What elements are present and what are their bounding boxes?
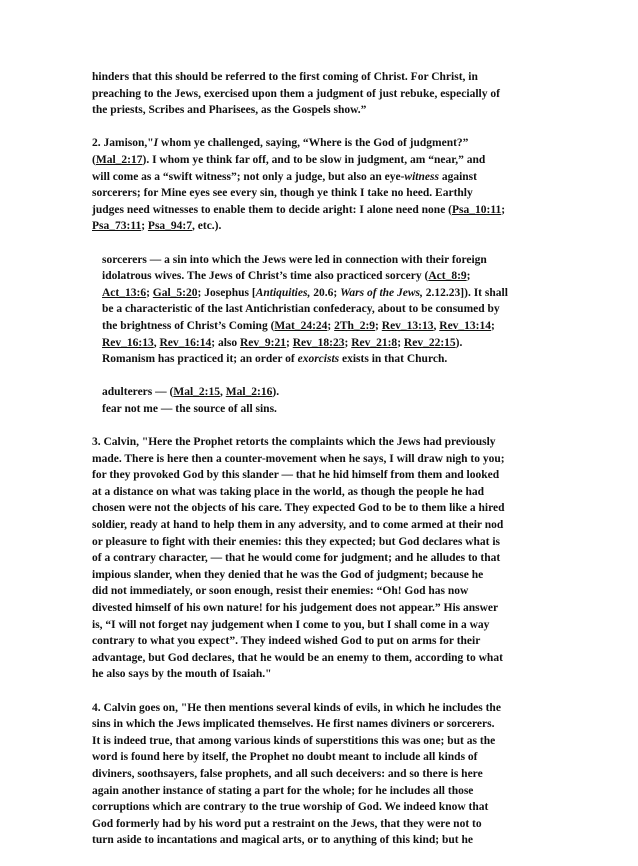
- text-span: ;: [344, 336, 352, 349]
- text-span: judges need witnesses to enable them to decide aright: I alone need none (: [92, 203, 452, 216]
- italic-text: witness: [404, 170, 439, 183]
- text-span: for they provoked God by this slander — that he hid himself from them and looked: [92, 469, 500, 482]
- text-line: [92, 484, 552, 501]
- text-line: [92, 318, 552, 335]
- text-line: [92, 351, 552, 368]
- text-span: sins in which the Jews implicated themselves. He first names diviners or sorcerers.: [92, 718, 495, 731]
- scripture-reference-link[interactable]: Mat_24:24: [274, 319, 328, 332]
- text-line: [92, 500, 552, 517]
- scripture-reference-link[interactable]: Rev_22:15: [403, 336, 456, 349]
- text-span: turn aside to incantations and magical arts, or to anything of this kind; but he: [92, 834, 473, 847]
- text-span: diviners, soothsayers, false prophets, and all such deceivers: and so there is here: [92, 767, 483, 780]
- text-span: sorcerers; for Mine eyes see every sin, though ye think I take no heed. Earthly: [92, 187, 473, 200]
- text-line: [92, 202, 552, 219]
- text-line: [92, 301, 552, 318]
- text-line: [92, 467, 552, 484]
- text-line: [92, 816, 552, 833]
- text-span: ;: [141, 220, 148, 233]
- italic-text: I: [153, 137, 159, 150]
- text-line: [92, 733, 552, 750]
- scripture-reference-link[interactable]: Rev_21:8: [351, 336, 398, 349]
- text-line: [92, 567, 552, 584]
- text-span: did not immediately, or soon enough, resist their enemies: “Oh! God has now: [92, 585, 469, 598]
- text-line: [92, 832, 552, 849]
- scripture-reference-link[interactable]: Rev_13:13: [381, 319, 434, 332]
- text-line: [92, 749, 552, 766]
- italic-text: Wars of the Jews,: [340, 286, 423, 299]
- paragraph-p2: [92, 252, 552, 368]
- paragraph-p4: [92, 401, 552, 418]
- scripture-reference-link[interactable]: Rev_9:21: [240, 336, 286, 349]
- text-span: Romanism has practiced it; an order of: [102, 353, 298, 366]
- text-span: ;: [286, 336, 293, 349]
- text-span: ).: [455, 336, 463, 349]
- text-line: [92, 633, 552, 650]
- text-span: sorcerers — a sin into which the Jews were led in connection with their foreign: [102, 253, 487, 266]
- text-span: 2.12.23]). It shall: [422, 286, 508, 299]
- paragraph-p6: [92, 700, 552, 849]
- text-span: chosen were not the objects of his care. They expected God to be to them like a hired: [92, 502, 505, 515]
- text-span: ,: [433, 319, 440, 332]
- text-span: (: [92, 153, 96, 166]
- text-span: ;: [466, 270, 471, 283]
- text-span: ;: [327, 319, 335, 332]
- scripture-reference-link[interactable]: Rev_16:14: [159, 336, 212, 349]
- text-span: whom ye challenged, saying, “Where is the God of judgment?”: [158, 137, 469, 150]
- scripture-reference-link[interactable]: Rev_16:13: [102, 336, 154, 349]
- text-line: [92, 384, 552, 401]
- text-line: [92, 650, 552, 667]
- italic-text: Antiquities,: [255, 286, 311, 299]
- text-span: adulterers — (: [102, 386, 174, 399]
- text-span: hinders that this should be referred to the first coming of Christ. For Christ, in: [92, 71, 478, 83]
- text-line: [92, 285, 552, 302]
- text-span: exists in that Church.: [339, 353, 448, 366]
- text-span: soldier, ready at hand to help them in any adversity, and to come armed at their nod: [92, 519, 504, 532]
- text-span: , etc.).: [192, 220, 222, 233]
- scripture-reference-link[interactable]: Rev_18:23: [292, 336, 345, 349]
- text-span: advantage, but God declares, that he would be an enemy to them, according to what: [92, 651, 503, 664]
- text-span: fear not me — the source of all sins.: [102, 402, 277, 415]
- text-line: [92, 252, 552, 269]
- text-span: impious slander, when they denied that he was the God of judgment; because he: [92, 568, 484, 581]
- text-line: [92, 451, 552, 468]
- text-span: contrary to what you expect”. They indeed wished God to put on arms for their: [92, 635, 481, 648]
- scripture-reference-link[interactable]: Psa_10:11: [452, 203, 502, 216]
- text-line: [92, 583, 552, 600]
- text-span: ;: [375, 319, 382, 332]
- text-span: will come as a “swift witness”; not only a judge, but also an eye-: [92, 170, 405, 183]
- text-span: again another instance of stating a part for the whole; for he includes all those: [92, 784, 474, 797]
- text-span: God formerly had by his word put a restraint on the Jews, that they were not to: [92, 817, 482, 830]
- text-span: ;: [491, 319, 495, 332]
- paragraph-p1: [92, 135, 552, 235]
- scripture-reference-link[interactable]: Act_13:6: [102, 286, 147, 299]
- document-page: [92, 69, 552, 866]
- text-line: [92, 550, 552, 567]
- scripture-reference-link[interactable]: Act_8:9: [428, 270, 467, 283]
- text-span: idolatrous wives. The Jews of Christ’s time also practiced sorcery (: [102, 270, 429, 283]
- text-span: 20.6;: [310, 286, 341, 299]
- text-span: 2. Jamison,": [92, 137, 154, 150]
- text-span: against: [438, 170, 477, 183]
- text-line: [92, 135, 552, 152]
- text-line: [92, 617, 552, 634]
- text-span: ; Josephus [: [197, 286, 256, 299]
- text-span: ;: [397, 336, 404, 349]
- text-line: [92, 716, 552, 733]
- scripture-reference-link[interactable]: Rev_13:14: [439, 319, 492, 332]
- text-line: [92, 401, 552, 418]
- text-line: [92, 335, 552, 352]
- text-span: made. There is here then a counter-movement when he says, I will draw nigh to you;: [92, 452, 505, 465]
- text-line: [92, 766, 552, 783]
- scripture-reference-link[interactable]: 2Th_2:9: [334, 319, 376, 332]
- text-line: [92, 434, 552, 451]
- text-line: [92, 218, 552, 235]
- text-line: [92, 799, 552, 816]
- text-span: 4. Calvin goes on, "He then mentions several kinds of evils, in which he includes the: [92, 701, 501, 714]
- text-line: [92, 69, 552, 86]
- text-span: ;: [501, 203, 506, 216]
- text-span: ).: [272, 386, 280, 399]
- text-span: the priests, Scribes and Pharisees, as the Gospels show.”: [92, 104, 367, 117]
- text-line: [92, 783, 552, 800]
- text-span: 3. Calvin, "Here the Prophet retorts the complaints which the Jews had previously: [92, 436, 496, 449]
- paragraph-p3: [92, 384, 552, 401]
- text-line: [92, 169, 552, 186]
- text-span: ). I whom ye think far off, and to be slow in judgment, am “near,” and: [142, 153, 486, 166]
- text-line: [92, 600, 552, 617]
- text-line: [92, 185, 552, 202]
- scripture-reference-link[interactable]: Gal_5:20: [152, 286, 198, 299]
- text-span: ,: [153, 336, 160, 349]
- text-span: divested himself of his own nature! for his judgement does not appear.” His answer: [92, 602, 499, 614]
- text-span: he also says by the mouth of Isaiah.": [92, 668, 272, 681]
- text-span: the brightness of Christ’s Coming (: [102, 319, 275, 332]
- text-span: word is found here by itself, the Prophet no doubt meant to include all kinds of: [92, 751, 478, 764]
- text-span: be a characteristic of the last Antichristian confederacy, about to be consumed by: [102, 303, 500, 316]
- paragraph-p0: [92, 69, 552, 119]
- text-line: [92, 700, 552, 717]
- text-span: is, “I will not forget nay judgement when I come to you, but I shall come in a way: [92, 618, 490, 631]
- text-line: [92, 268, 552, 285]
- text-span: ; also: [211, 336, 240, 349]
- text-span: of a contrary character, — that he would come for judgment; and he alludes to that: [92, 552, 501, 565]
- text-line: [92, 534, 552, 551]
- italic-text: exorcists: [297, 353, 340, 366]
- text-span: It is indeed true, that among various kinds of superstitions this was one; but as the: [92, 734, 496, 747]
- scripture-reference-link[interactable]: Mal_2:16: [225, 386, 273, 399]
- scripture-reference-link[interactable]: Psa_73:11: [92, 220, 142, 233]
- text-span: at a distance on what was taking place in the world, as though the people he had: [92, 485, 485, 498]
- text-span: or pleasure to fight with their enemies: this they expected; but God declares what is: [92, 535, 501, 548]
- text-span: preaching to the Jews, exercised upon them a judgment of just rebuke, especially of: [92, 87, 500, 100]
- scripture-reference-link[interactable]: Mal_2:15: [173, 386, 220, 399]
- paragraph-p5: [92, 434, 552, 683]
- text-span: corruptions which are contrary to the true worship of God. We indeed know that: [92, 801, 489, 814]
- text-line: [92, 517, 552, 534]
- scripture-reference-link[interactable]: Psa_94:7: [147, 220, 193, 233]
- text-span: ,: [219, 386, 226, 399]
- text-line: [92, 86, 552, 103]
- scripture-reference-link[interactable]: Mal_2:17: [95, 153, 143, 166]
- text-line: [92, 666, 552, 683]
- text-span: ;: [146, 286, 153, 299]
- text-line: [92, 102, 552, 119]
- text-line: [92, 152, 552, 169]
